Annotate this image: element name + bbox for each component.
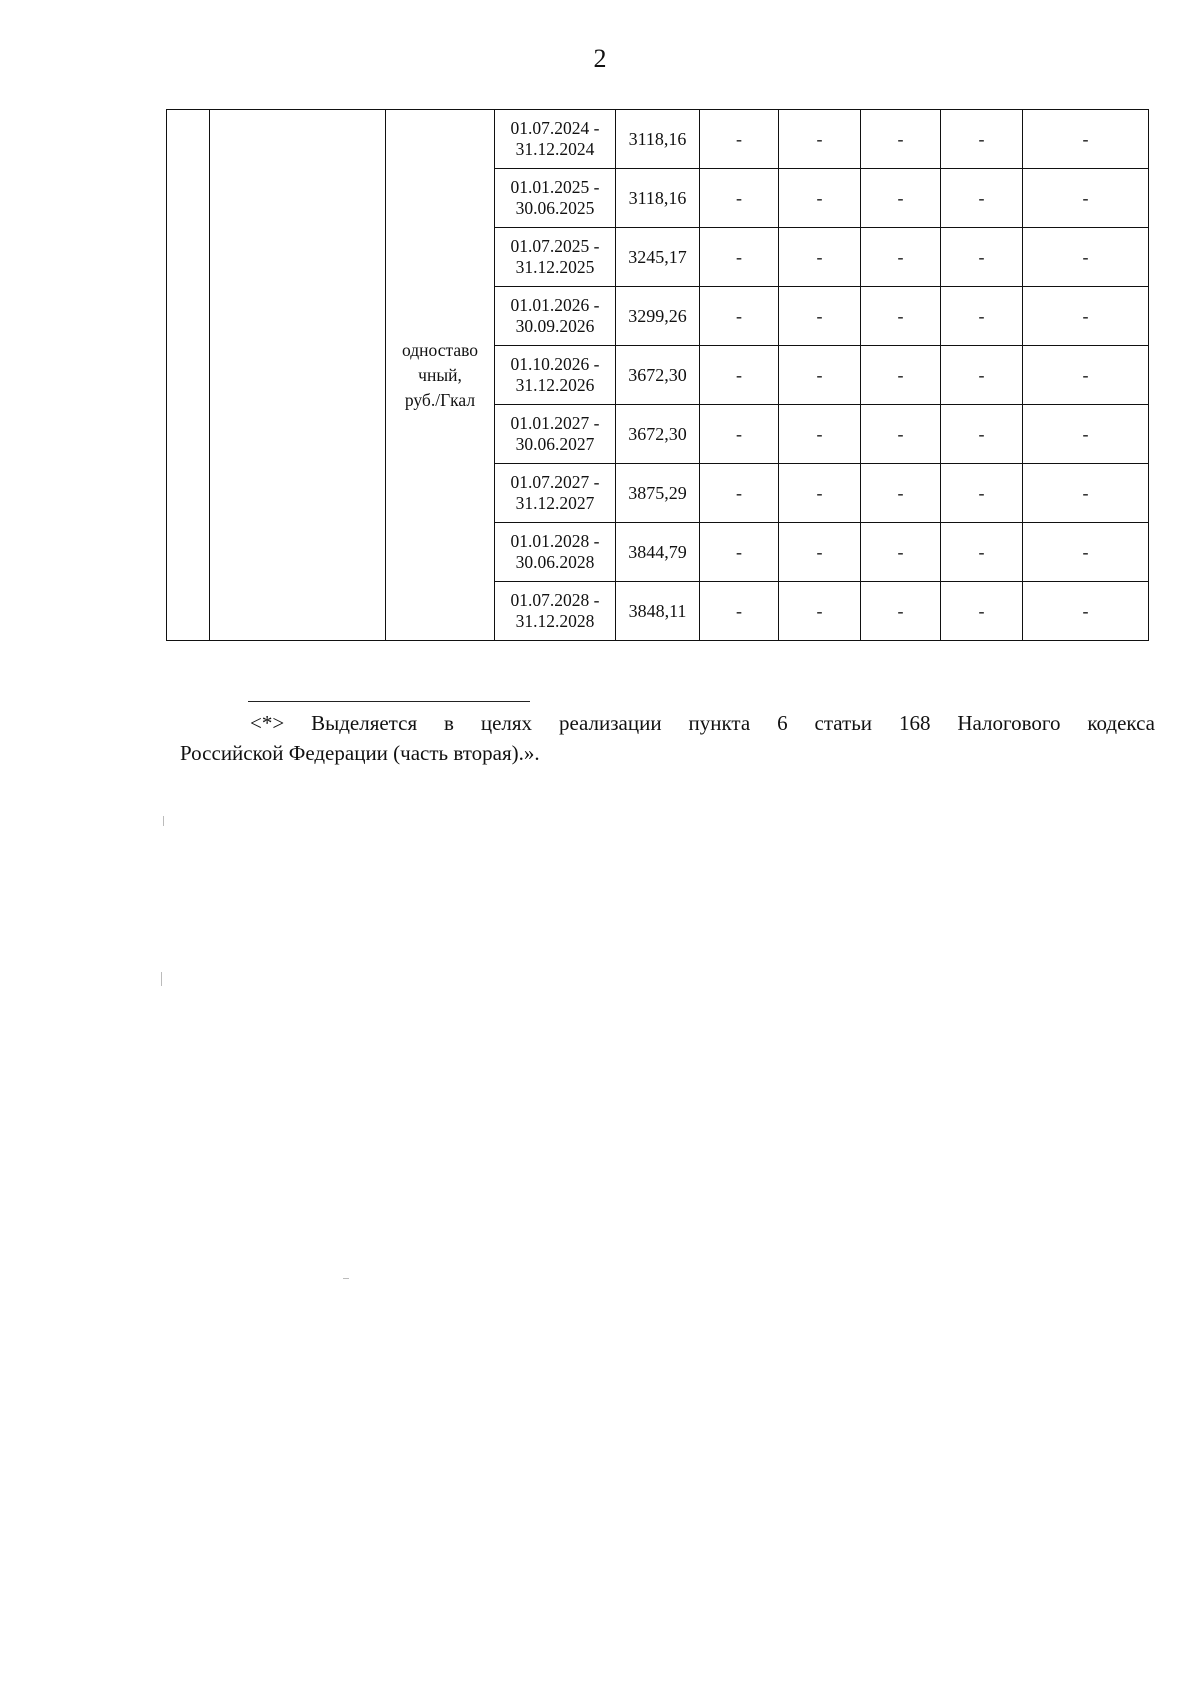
period-end: 31.12.2025 [515, 257, 595, 277]
empty-value-cell: - [779, 346, 861, 405]
scan-mark [161, 972, 162, 986]
empty-value-cell: - [1023, 523, 1149, 582]
footnote [180, 708, 1155, 768]
empty-value-cell: - [779, 169, 861, 228]
organization-cell [210, 110, 386, 641]
empty-value-cell: - [861, 582, 941, 641]
table-body [167, 110, 1149, 641]
empty-value-cell: - [941, 464, 1023, 523]
period-end: 31.12.2026 [515, 375, 595, 395]
empty-value-cell: - [861, 110, 941, 169]
empty-value-cell: - [700, 346, 779, 405]
tariff-value-cell: 3875,29 [616, 464, 700, 523]
tariff-unit-cell [386, 110, 495, 641]
period-cell [495, 287, 616, 346]
period-end: 30.06.2027 [515, 434, 595, 454]
period-start: 01.01.2027 - [510, 413, 600, 433]
empty-value-cell: - [779, 523, 861, 582]
empty-value-cell: - [861, 287, 941, 346]
empty-value-cell: - [941, 405, 1023, 464]
tariff-unit-line: руб./Гкал [404, 389, 476, 410]
period-cell [495, 169, 616, 228]
tariff-value-cell: 3848,11 [616, 582, 700, 641]
empty-value-cell: - [941, 346, 1023, 405]
empty-value-cell: - [700, 405, 779, 464]
period-cell [495, 405, 616, 464]
empty-value-cell: - [861, 464, 941, 523]
empty-value-cell: - [700, 110, 779, 169]
period-end: 31.12.2024 [515, 139, 595, 159]
period-cell [495, 464, 616, 523]
table-row [167, 110, 1149, 169]
tariff-value-cell: 3672,30 [616, 346, 700, 405]
empty-value-cell: - [1023, 464, 1149, 523]
period-start: 01.07.2025 - [510, 236, 600, 256]
empty-value-cell: - [941, 523, 1023, 582]
empty-value-cell: - [861, 169, 941, 228]
empty-value-cell: - [941, 110, 1023, 169]
period-end: 30.06.2028 [515, 552, 595, 572]
empty-value-cell: - [861, 346, 941, 405]
empty-value-cell: - [779, 228, 861, 287]
period-cell [495, 582, 616, 641]
tariff-value-cell: 3118,16 [616, 169, 700, 228]
period-start: 01.01.2028 - [510, 531, 600, 551]
period-cell [495, 228, 616, 287]
empty-value-cell: - [1023, 582, 1149, 641]
scan-mark [163, 816, 164, 826]
empty-value-cell: - [861, 228, 941, 287]
tariff-value-cell: 3299,26 [616, 287, 700, 346]
empty-value-cell: - [1023, 346, 1149, 405]
footnote-divider [248, 701, 530, 702]
period-start: 01.10.2026 - [510, 354, 600, 374]
period-cell [495, 110, 616, 169]
empty-value-cell: - [1023, 228, 1149, 287]
period-start: 01.07.2024 - [510, 118, 600, 138]
period-start: 01.07.2028 - [510, 590, 600, 610]
empty-value-cell: - [700, 464, 779, 523]
empty-value-cell: - [700, 169, 779, 228]
empty-value-cell: - [700, 523, 779, 582]
empty-value-cell: - [779, 582, 861, 641]
empty-value-cell: - [1023, 405, 1149, 464]
empty-value-cell: - [941, 582, 1023, 641]
empty-value-cell: - [941, 169, 1023, 228]
tariff-value-cell: 3118,16 [616, 110, 700, 169]
tariff-value-cell: 3245,17 [616, 228, 700, 287]
empty-value-cell: - [941, 287, 1023, 346]
empty-value-cell: - [700, 228, 779, 287]
empty-value-cell: - [779, 405, 861, 464]
tariff-value-cell: 3844,79 [616, 523, 700, 582]
tariff-unit-line: чный, [418, 364, 462, 385]
footnote-line-1: <*> Выделяется в целях реализации пункта 6 статьи 168 Налогового кодекса [250, 711, 1155, 735]
tariff-value-cell: 3672,30 [616, 405, 700, 464]
empty-value-cell: - [700, 582, 779, 641]
empty-value-cell: - [861, 405, 941, 464]
empty-value-cell: - [779, 287, 861, 346]
empty-value-cell: - [1023, 169, 1149, 228]
tariff-table [166, 109, 1149, 641]
empty-value-cell: - [1023, 110, 1149, 169]
footnote-line-2: Российской Федерации (часть вторая).». [180, 741, 540, 765]
empty-value-cell: - [779, 110, 861, 169]
period-end: 31.12.2028 [515, 611, 595, 631]
period-end: 30.09.2026 [515, 316, 595, 336]
empty-value-cell: - [700, 287, 779, 346]
period-end: 31.12.2027 [515, 493, 595, 513]
period-start: 01.01.2026 - [510, 295, 600, 315]
empty-value-cell: - [1023, 287, 1149, 346]
empty-value-cell: - [941, 228, 1023, 287]
period-cell [495, 523, 616, 582]
period-start: 01.01.2025 - [510, 177, 600, 197]
period-start: 01.07.2027 - [510, 472, 600, 492]
tariff-unit-line: одноставо [402, 339, 478, 360]
row-number-cell [167, 110, 210, 641]
empty-value-cell: - [779, 464, 861, 523]
empty-value-cell: - [861, 523, 941, 582]
page-number: 2 [593, 44, 607, 73]
period-end: 30.06.2025 [515, 198, 595, 218]
scan-mark [343, 1278, 349, 1279]
period-cell [495, 346, 616, 405]
